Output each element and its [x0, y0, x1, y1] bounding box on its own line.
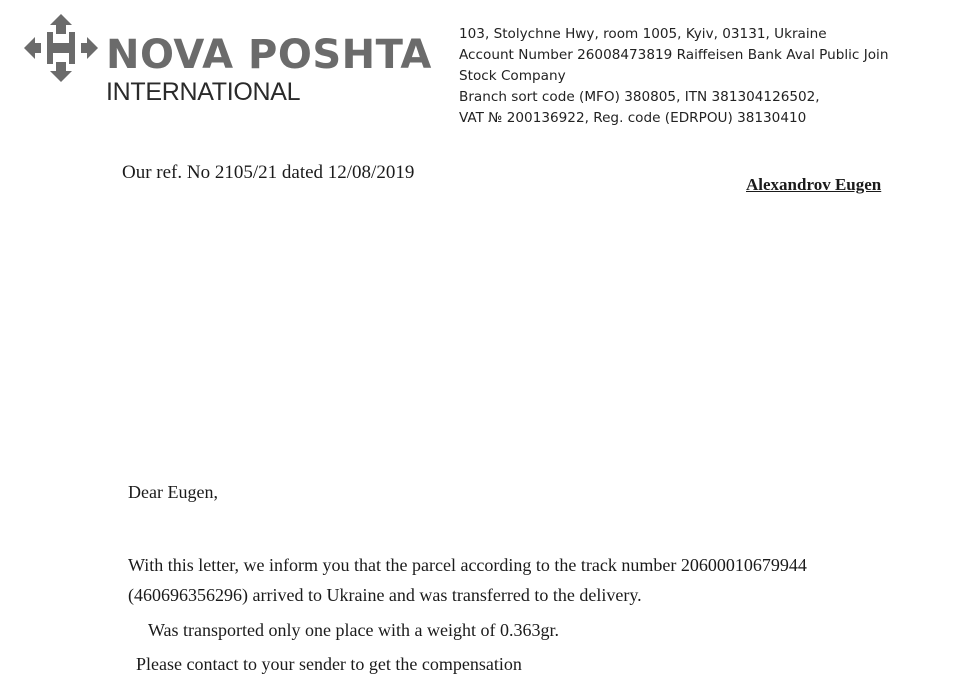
letterhead-logo [22, 12, 432, 107]
company-address-line: 103, Stolychne Hwy, room 1005, Kyiv, 03131, Ukraine [459, 26, 827, 42]
reference-number: Our ref. No 2105/21 dated 12/08/2019 [122, 162, 415, 183]
greeting: Dear Eugen, [128, 482, 218, 502]
company-vat-line: VAT № 200136922, Reg. code (EDRPOU) 38130410 [459, 110, 807, 126]
company-account-line-cont: Stock Company [459, 68, 566, 84]
body-line: Please contact to your sender to get the compensation [136, 654, 522, 674]
body-line: (460696356296) arrived to Ukraine and was transferred to the delivery. [128, 585, 642, 605]
nova-poshta-arrows-icon [22, 12, 100, 84]
recipient-name: Alexandrov Eugen [746, 175, 882, 194]
company-account-line: Account Number 26008473819 Raiffeisen Bank Aval Public Join [459, 47, 889, 63]
body-line: Was transported only one place with a weight of 0.363gr. [148, 620, 559, 640]
brand-subtitle: INTERNATIONAL [106, 78, 301, 106]
body-line: With this letter, we inform you that the parcel according to the track number 20600010679944 [128, 555, 807, 575]
company-branch-line: Branch sort code (MFO) 380805, ITN 381304126502, [459, 89, 820, 105]
brand-name: NOVA POSHTA [106, 32, 432, 78]
company-details [459, 24, 919, 129]
